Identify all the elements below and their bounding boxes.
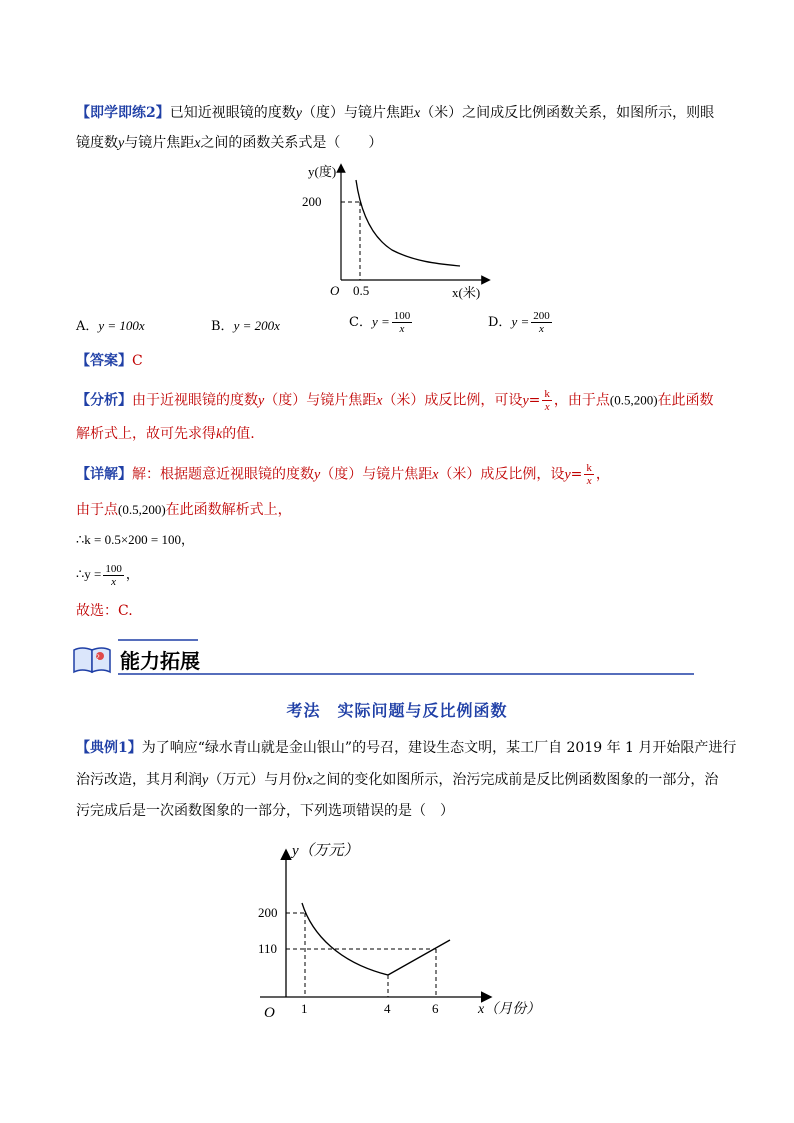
detail-tag: 【详解】 xyxy=(76,466,132,483)
inverse-graph xyxy=(300,158,500,300)
book-icon xyxy=(74,648,110,672)
x-tick-4: 4 xyxy=(384,1001,391,1016)
answer-value: C xyxy=(132,353,143,369)
detail-line4: ∴y = $\frac{100}{x}$ ， xyxy=(76,563,139,588)
example1-line1: 【典例1】为了响应“绿水青山就是金山银山”的号召，建设生态文明，某工厂自 2019 年 1 月开始限产进行 xyxy=(76,740,737,756)
answer-tag: 【答案】 xyxy=(76,353,132,369)
y-axis-label: y（万元） xyxy=(292,843,359,859)
detail-line3: ∴k = 0.5×200 = 100， xyxy=(76,532,195,547)
banner-title: 能力拓展 xyxy=(120,649,200,673)
option-d[interactable]: D．y = $\frac{200}{x}$ xyxy=(488,310,550,335)
analysis-line2: 解析式上，故可先求得k的值. xyxy=(76,426,255,442)
x-tick-6: 6 xyxy=(432,1001,439,1016)
origin-label: O xyxy=(264,1005,275,1021)
y-axis-label: y(度) xyxy=(308,164,337,179)
detail-line2: 由于点(0.5,200)在此函数解析式上， xyxy=(76,502,292,518)
detail-line1: 【详解】解：根据题意近视眼镜的度数y（度）与镜片焦距x（米）成反比例，设y= $\frac{k}{x}$ ， xyxy=(76,462,610,487)
x-tick-label: 0.5 xyxy=(353,283,370,298)
y-tick-200: 200 xyxy=(258,905,278,920)
example1-line3: 污完成后是一次函数图象的一部分，下列选项错误的是（ ） xyxy=(76,803,454,819)
analysis-line1: 【分析】由于近视眼镜的度数y（度）与镜片焦距x（米）成反比例，可设y= $\frac{k}{x}$ ，由于点(0.5,200)在此函数 xyxy=(76,388,714,413)
hyperbola-curve xyxy=(356,180,460,266)
x-tick-1: 1 xyxy=(301,1001,308,1016)
inverse-segment xyxy=(302,903,388,975)
choose-line: 故选：C. xyxy=(76,603,133,619)
option-a[interactable]: A．y = 100x xyxy=(76,318,145,334)
profit-graph xyxy=(250,835,550,1025)
example1-tag: 【典例1】 xyxy=(76,740,142,756)
answer-line xyxy=(76,351,143,371)
x-axis-label: x(米) xyxy=(452,285,481,300)
option-c[interactable]: C．y = $\frac{100}{x}$ xyxy=(349,310,411,335)
section-banner xyxy=(70,636,696,680)
y-tick-label: 200 xyxy=(302,194,322,209)
option-b[interactable]: B．y = 200x xyxy=(211,318,280,334)
problem2-tag: 【即学即练2】 xyxy=(76,105,170,121)
problem2-line2: 镜度数y与镜片焦距x之间的函数关系式是（ ） xyxy=(76,135,383,151)
svg-text:?: ? xyxy=(96,653,100,662)
analysis-tag: 【分析】 xyxy=(76,392,132,409)
x-axis-label: x（月份） xyxy=(478,1002,541,1017)
linear-segment xyxy=(388,940,450,975)
y-tick-110: 110 xyxy=(258,941,278,956)
origin-label: O xyxy=(330,283,340,298)
section-title: 考法 实际问题与反比例函数 xyxy=(286,701,508,720)
problem2-line1: 【即学即练2】已知近视眼镜的度数y（度）与镜片焦距x（米）之间成反比例函数关系，如图所示，则眼 xyxy=(76,105,715,121)
example1-line2: 治污改造，其月利润y（万元）与月份x之间的变化如图所示，治污完成前是反比例函数图象的一部分，治 xyxy=(76,772,719,788)
